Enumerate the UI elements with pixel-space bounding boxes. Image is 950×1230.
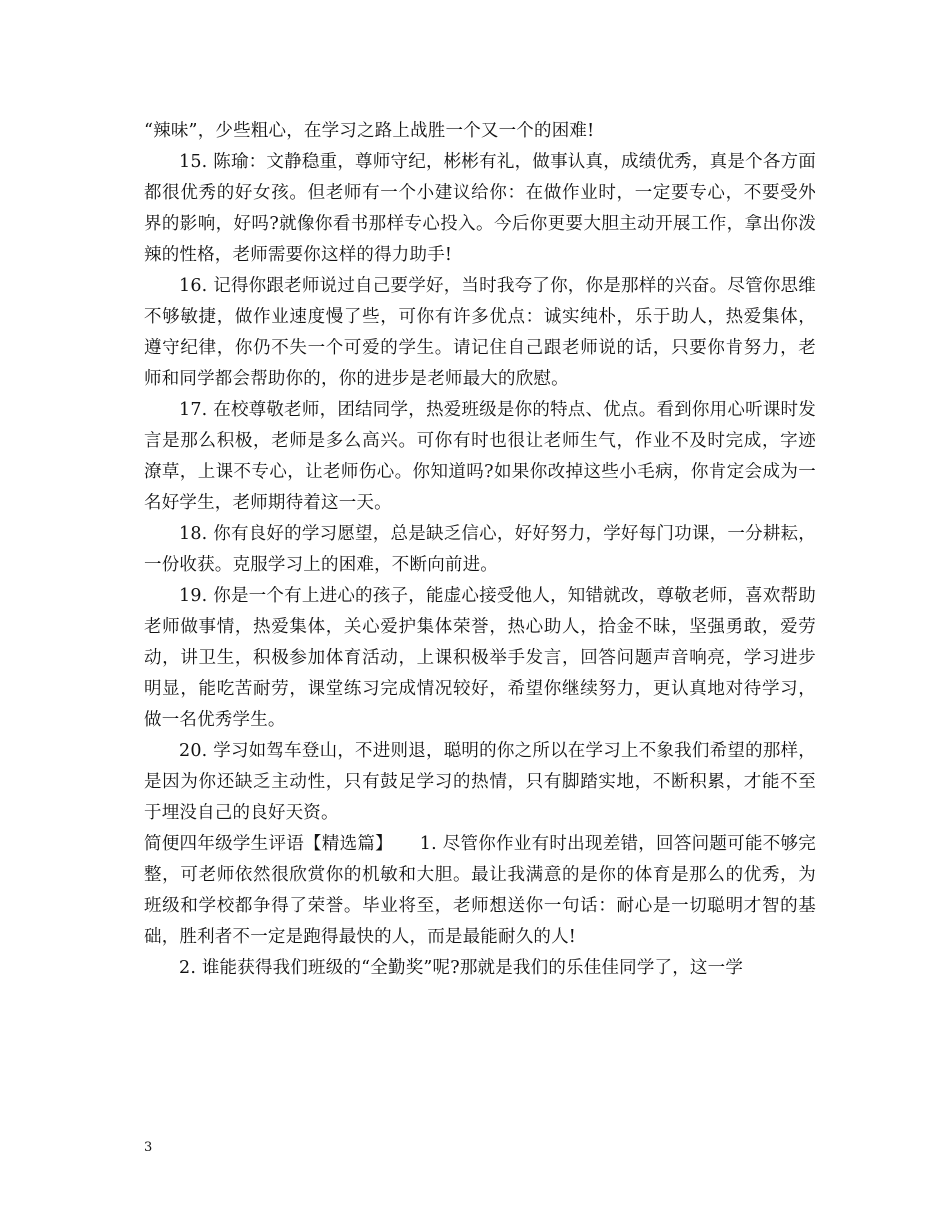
paragraph-item-2: 2. 谁能获得我们班级的“全勤奖”呢?那就是我们的乐佳佳同学了，这一学: [179, 958, 744, 978]
paragraph-item-16: 16. 记得你跟老师说过自己要学好，当时我夸了你，你是那样的兴奋。尽管你思维不够敏捷，做作业速度慢了些，可你有许多优点：诚实纯朴，乐于助人，热爱集体，遵守纪律，你仍不失一个可爱的学生。请记住自己跟老师说的话，只要你肯努力，老师和同学都会帮助你的，你的进步是老师最大的欣慰。: [144, 276, 816, 389]
paragraph-item-20: 20. 学习如驾车登山，不进则退，聪明的你之所以在学习上不象我们希望的那样，是因为你还缺乏主动性，只有鼓足学习的热情，只有脚踏实地，不断积累，才能不至于埋没自己的良好天资。: [144, 741, 816, 823]
paragraph-item-19: 19. 你是一个有上进心的孩子，能虚心接受他人，知错就改，尊敬老师，喜欢帮助老师做事情，热爱集体，关心爱护集体荣誉，热心助人，拾金不昧，坚强勇敢，爱劳动，讲卫生，积极参加体育活动，上课积极举手发言，回答问题声音响亮，学习进步明显，能吃苦耐劳，课堂练习完成情况较好，希望你继续努力，更认真地对待学习，做一名优秀学生。: [144, 586, 816, 730]
page-number: 3: [144, 1140, 153, 1155]
paragraph-item-15: 15. 陈瑜：文静稳重，尊师守纪，彬彬有礼，做事认真，成绩优秀，真是个各方面都很优秀的好女孩。但老师有一个小建议给你：在做作业时，一定要专心，不要受外界的影响，好吗?就像你看书那样专心投入。今后你更要大胆主动开展工作，拿出你泼辣的性格，老师需要你这样的得力助手!: [144, 152, 816, 265]
document-body: [144, 116, 816, 984]
paragraph-section-heading: 简便四年级学生评语【精选篇】 1. 尽管你作业有时出现差错，回答问题可能不够完整，可老师依然很欣赏你的机敏和大胆。最让我满意的是你的体育是那么的优秀，为班级和学校都争得了荣誉。毕业将至，老师想送你一句话：耐心是一切聪明才智的基础，胜利者不一定是跑得最快的人，而是最能耐久的人!: [144, 834, 816, 947]
paragraph-item-18: 18. 你有良好的学习愿望，总是缺乏信心，好好努力，学好每门功课，一分耕耘，一份收获。克服学习上的困难，不断向前进。: [144, 524, 816, 575]
paragraph-continuation: “辣味”，少些粗心，在学习之路上战胜一个又一个的困难!: [144, 121, 595, 141]
paragraph-item-17: 17. 在校尊敬老师，团结同学，热爱班级是你的特点、优点。看到你用心听课时发言是那么积极，老师是多么高兴。可你有时也很让老师生气，作业不及时完成，字迹潦草，上课不专心，让老师伤心。你知道吗?如果你改掉这些小毛病，你肯定会成为一名好学生，老师期待着这一天。: [144, 400, 816, 513]
